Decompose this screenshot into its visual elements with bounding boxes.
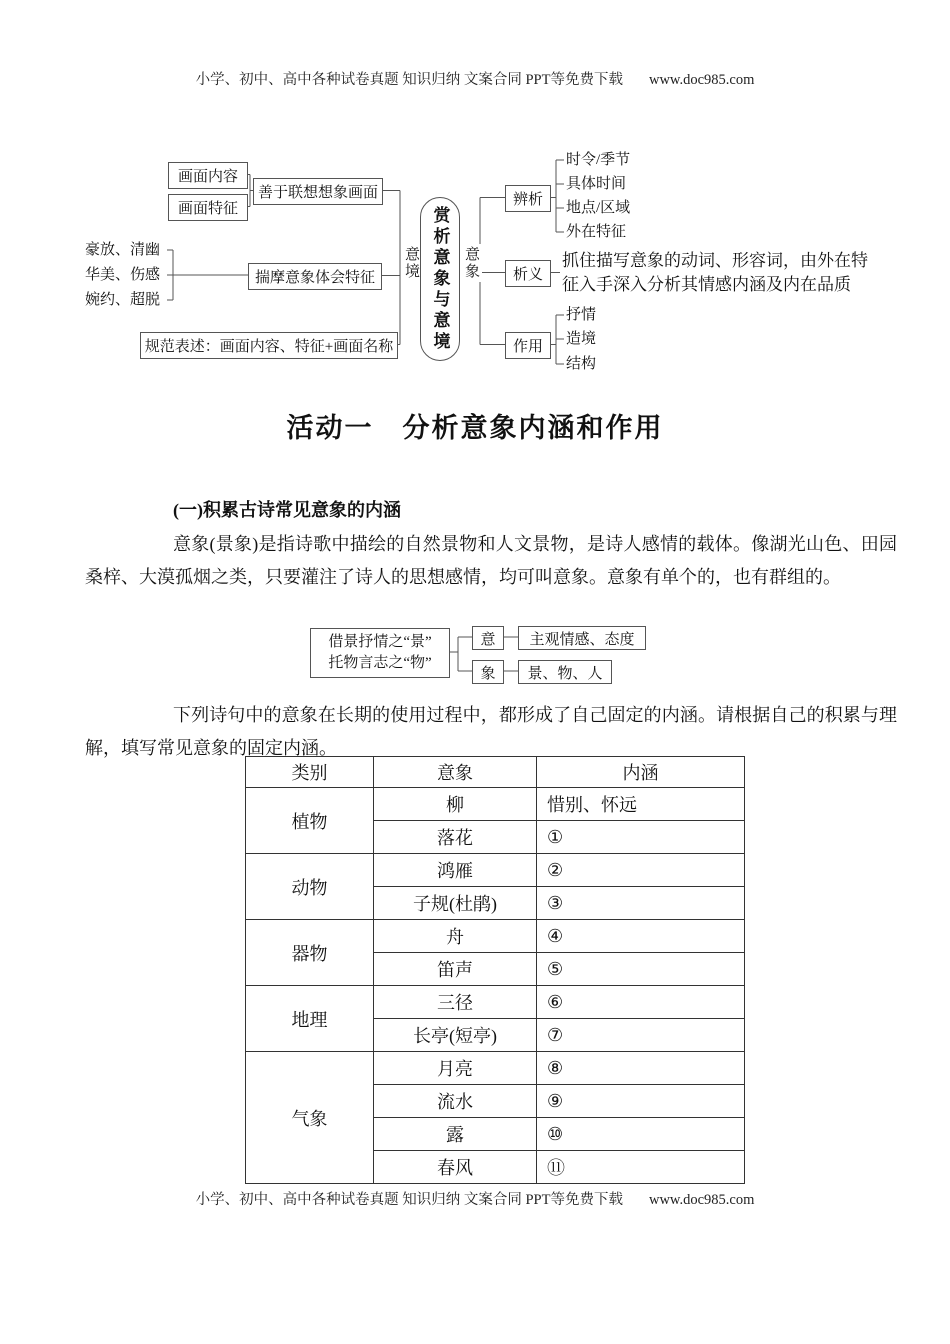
col-header-category: 类别 — [246, 757, 374, 788]
mindmap-leaf-appearance: 外在特征 — [566, 224, 627, 240]
image-cell: 柳 — [374, 788, 537, 821]
activity-title: 活动一 分析意象内涵和作用 — [286, 413, 664, 443]
image-cell: 子规(杜鹃) — [374, 887, 537, 920]
table-row — [246, 854, 745, 887]
mindmap-style-item-2: 华美、伤感 — [85, 267, 161, 283]
mindmap-branch-label-yijing: 意境 — [401, 244, 422, 282]
table-header-row — [246, 757, 745, 788]
header-text: 小学、初中、高中各种试卷真题 知识归纳 文案合同 PPT等免费下载 — [195, 72, 623, 88]
imagery-table — [245, 756, 745, 1184]
mindmap-branch-label-yixiang: 意象 — [461, 244, 482, 282]
mindmap-analyze-meaning-text: 抓住描写意象的动词、形容词，由外在特征入手深入分析其情感内涵及内在品质 — [562, 251, 868, 294]
image-cell: 流水 — [374, 1085, 537, 1118]
table-row — [246, 920, 745, 953]
category-cell-object: 器物 — [246, 920, 374, 986]
mindmap-appreciate-imagery — [0, 140, 950, 390]
image-cell: 露 — [374, 1118, 537, 1151]
meaning-cell: ⑪ — [537, 1151, 745, 1184]
paragraph-fill-in-task-text: 下列诗句中的意象在长期的使用过程中，都形成了自己固定的内涵。请根据自己的积累与理解，填写常见意象的固定内涵。 — [85, 705, 897, 758]
image-cell: 长亭(短亭) — [374, 1019, 537, 1052]
meaning-cell: ⑨ — [537, 1085, 745, 1118]
image-cell: 月亮 — [374, 1052, 537, 1085]
mindmap-node-imagine-picture: 善于联想想象画面 — [253, 178, 383, 205]
running-header — [0, 68, 950, 89]
section-accumulate-imagery — [85, 496, 897, 594]
image-cell: 三径 — [374, 986, 537, 1019]
meaning-cell: ⑩ — [537, 1118, 745, 1151]
mindmap-node-analyze-meaning: 析义 — [505, 260, 551, 287]
mindmap-node-picture-content: 画面内容 — [168, 162, 248, 189]
meaning-cell: ③ — [537, 887, 745, 920]
section-heading: (一)积累古诗常见意象的内涵 — [173, 500, 401, 520]
col-header-image: 意象 — [374, 757, 537, 788]
mindmap-style-item-1: 豪放、清幽 — [85, 242, 161, 258]
mindmap-leaf-place: 地点/区域 — [566, 200, 631, 216]
mindmap-leaf-lyric: 抒情 — [566, 307, 597, 323]
mindmap-node-standard-expression: 规范表述：画面内容、特征+画面名称 — [140, 332, 398, 359]
table-row — [246, 1052, 745, 1085]
concept-source-box — [310, 628, 450, 678]
meaning-cell: ① — [537, 821, 745, 854]
footer-text: 小学、初中、高中各种试卷真题 知识归纳 文案合同 PPT等免费下载 — [195, 1192, 623, 1208]
meaning-cell: 惜别、怀远 — [537, 788, 745, 821]
col-header-meaning: 内涵 — [537, 757, 745, 788]
mindmap-node-function: 作用 — [505, 332, 551, 359]
meaning-cell: ⑤ — [537, 953, 745, 986]
image-cell: 春风 — [374, 1151, 537, 1184]
meaning-cell: ④ — [537, 920, 745, 953]
meaning-cell: ⑧ — [537, 1052, 745, 1085]
concept-source-line2: 托物言志之“物” — [328, 655, 432, 671]
category-cell-plant: 植物 — [246, 788, 374, 854]
meaning-cell: ② — [537, 854, 745, 887]
mindmap-leaf-structure: 结构 — [566, 356, 597, 372]
running-footer — [0, 1188, 950, 1209]
mindmap-leaf-mood: 造境 — [566, 331, 597, 347]
footer-url: www.doc985.com — [648, 1192, 755, 1208]
image-cell: 舟 — [374, 920, 537, 953]
image-cell: 落花 — [374, 821, 537, 854]
mindmap-node-picture-feature: 画面特征 — [168, 194, 248, 221]
header-url: www.doc985.com — [648, 72, 755, 88]
mindmap-node-discriminate: 辨析 — [505, 185, 551, 212]
mindmap-leaf-time: 具体时间 — [566, 176, 627, 192]
image-cell: 鸿雁 — [374, 854, 537, 887]
concept-source-line1: 借景抒情之“景” — [328, 634, 432, 650]
mindmap-style-item-3: 婉约、超脱 — [85, 292, 161, 308]
table-row — [246, 788, 745, 821]
mindmap-center-title: 赏析意象与意境 — [420, 197, 460, 361]
concept-yi-box: 意 — [472, 626, 504, 650]
paragraph-imagery-definition: 意象(景象)是指诗歌中描绘的自然景物和人文景物，是诗人感情的载体。像湖光山色、田园桑梓、大漠孤烟之类，只要灌注了诗人的思想感情，均可叫意象。意象有单个的，也有群组的。 — [85, 534, 897, 587]
concept-diagram — [0, 616, 950, 700]
concept-xiang-value-box: 景、物、人 — [518, 660, 612, 684]
category-cell-geography: 地理 — [246, 986, 374, 1052]
category-cell-animal: 动物 — [246, 854, 374, 920]
mindmap-node-ponder-imagery: 揣摩意象体会特征 — [248, 263, 382, 290]
table-row — [246, 986, 745, 1019]
mindmap-leaf-season: 时令/季节 — [566, 152, 631, 168]
concept-xiang-box: 象 — [472, 660, 504, 684]
meaning-cell: ⑥ — [537, 986, 745, 1019]
image-cell: 笛声 — [374, 953, 537, 986]
concept-yi-value-box: 主观情感、态度 — [518, 626, 646, 650]
category-cell-weather: 气象 — [246, 1052, 374, 1184]
meaning-cell: ⑦ — [537, 1019, 745, 1052]
